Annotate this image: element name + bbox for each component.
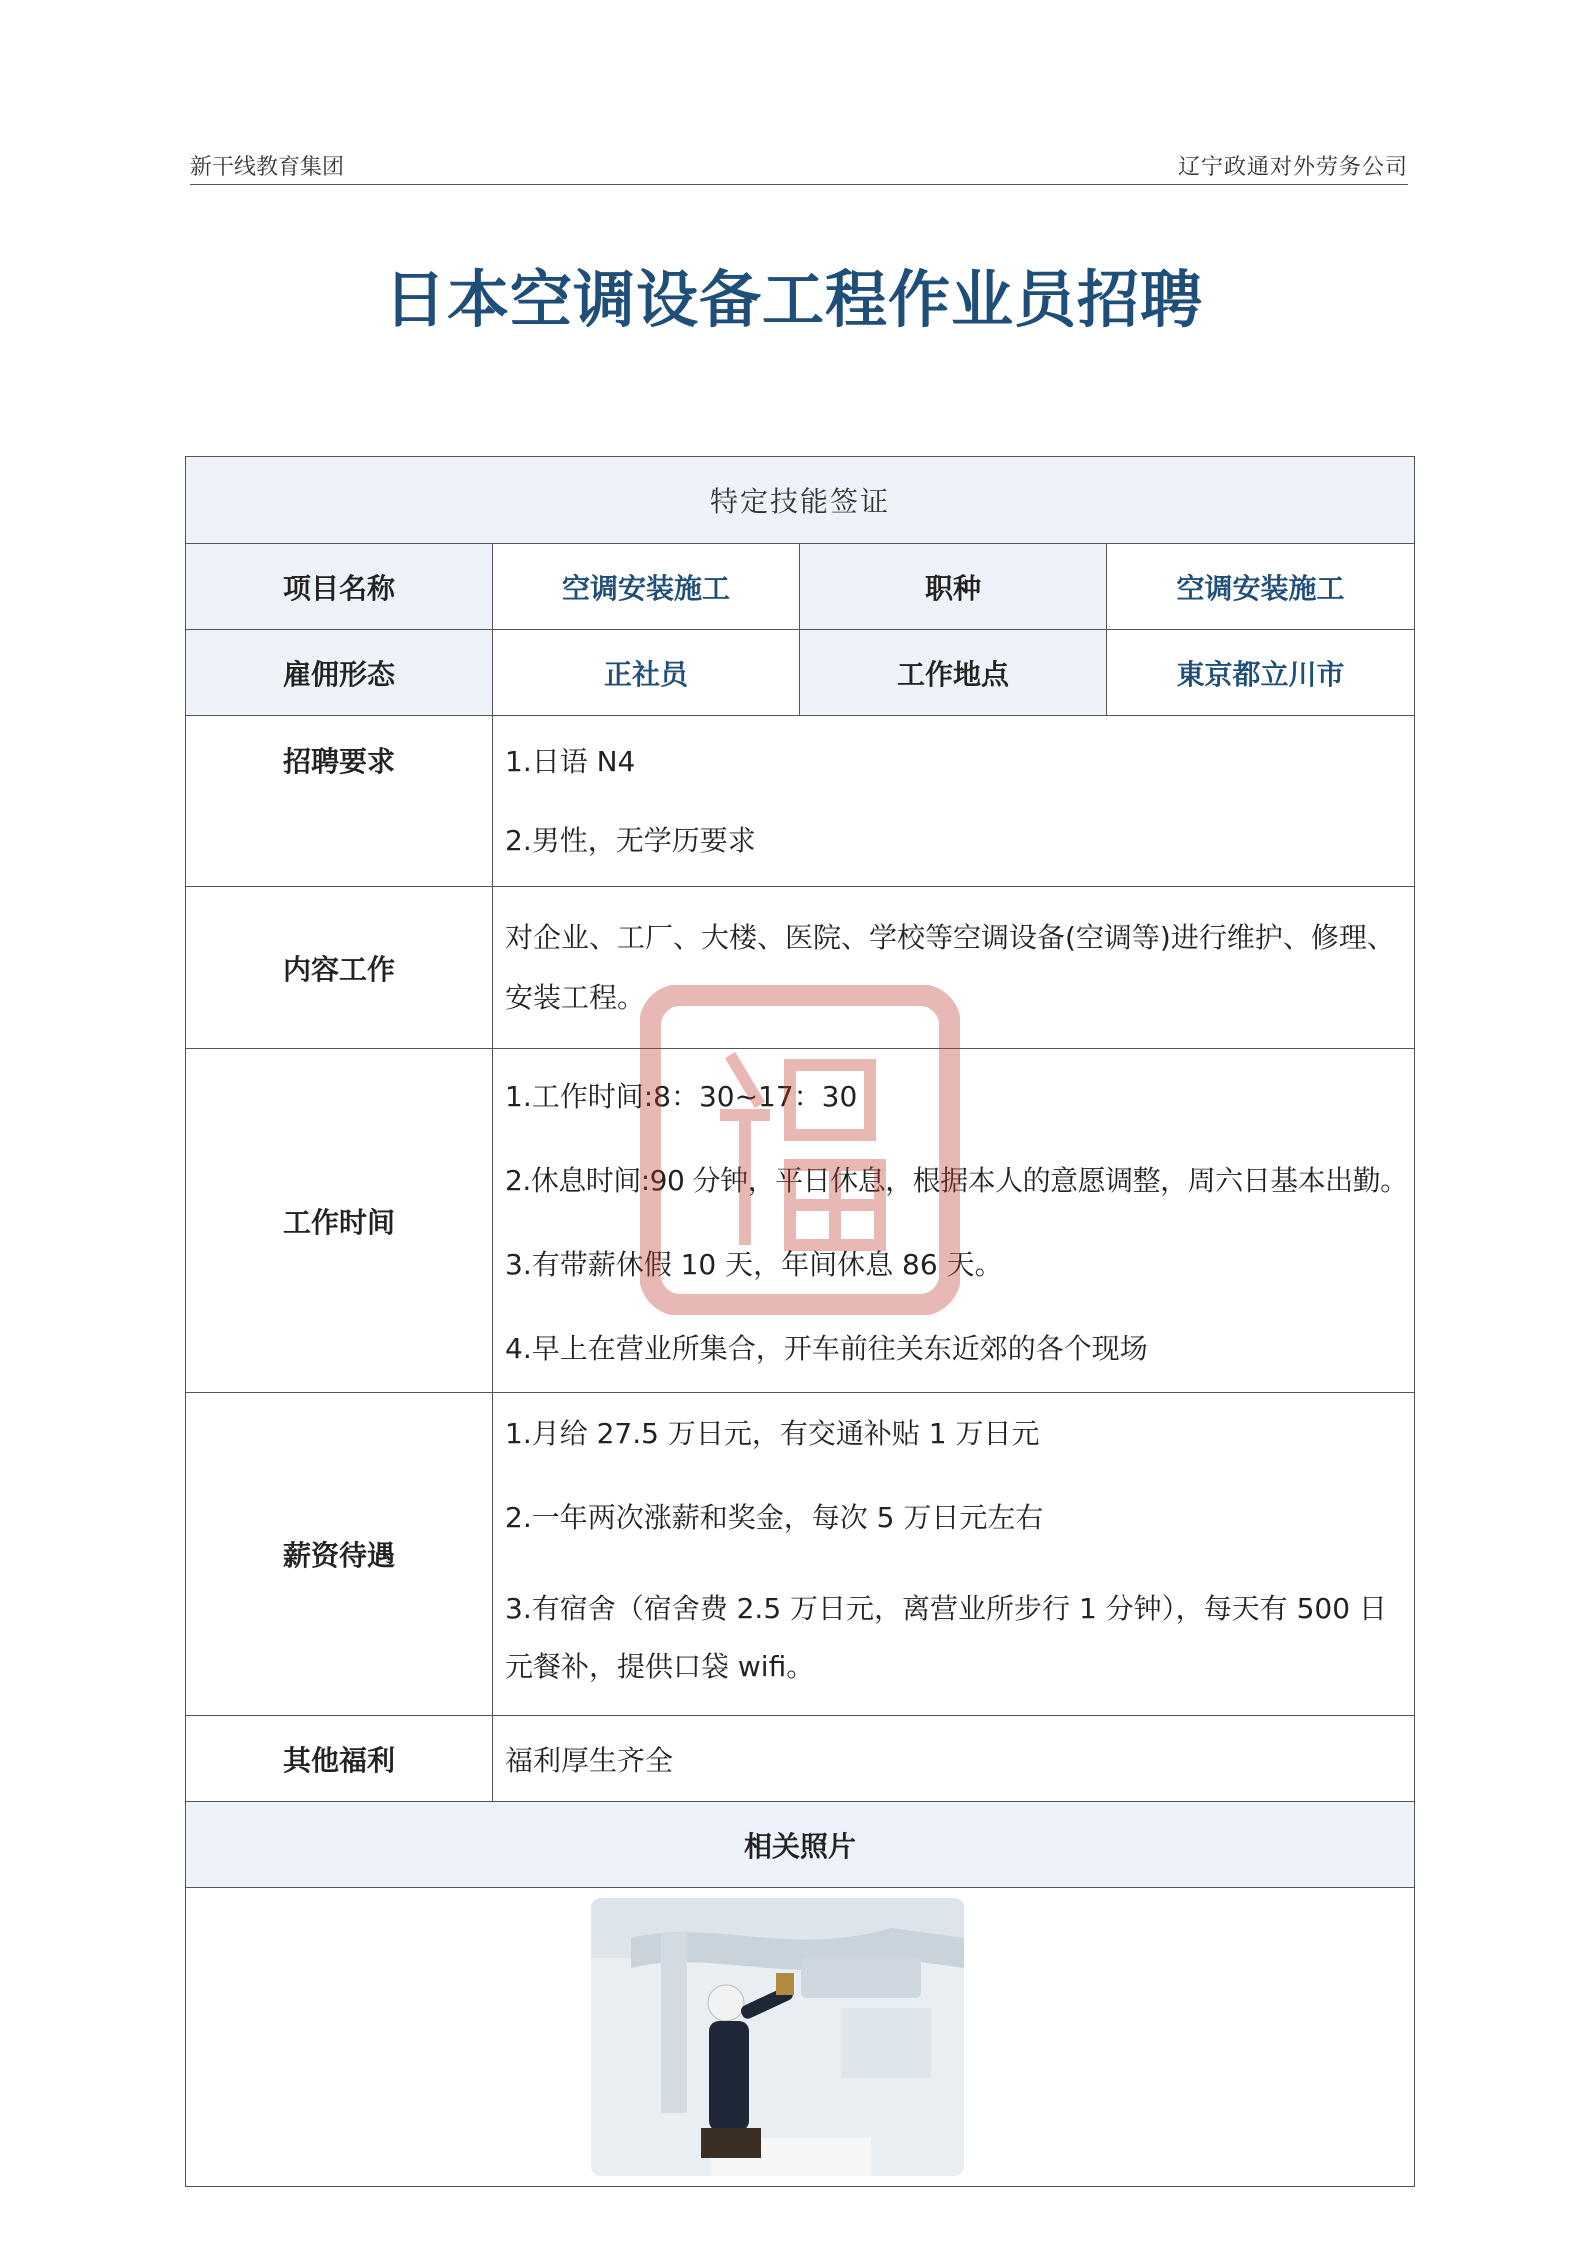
benefits-label: 其他福利 — [186, 1716, 493, 1802]
requirement-item: 1.日语 N4 — [505, 745, 636, 778]
header-right-org: 辽宁政通对外劳务公司 — [1177, 155, 1408, 180]
requirement-item: 2.男性，无学历要求 — [505, 824, 756, 857]
hours-item: 3.有带薪休假 10 天，年间休息 86 天。 — [505, 1247, 1003, 1281]
requirements-content — [493, 716, 1415, 887]
content-label: 内容工作 — [186, 887, 493, 1049]
worker-photo — [591, 1898, 964, 2176]
hours-label: 工作时间 — [186, 1049, 493, 1393]
hours-item: 2.休息时间:90 分钟，平日休息，根据本人的意愿调整，周六日基本出勤。 — [505, 1163, 1408, 1197]
employment-value: 正社员 — [493, 630, 800, 716]
page-header — [190, 148, 1408, 185]
page-title: 日本空调设备工程作业员招聘 — [383, 263, 1203, 336]
visa-type-cell: 特定技能签证 — [186, 457, 1415, 544]
location-label: 工作地点 — [800, 630, 1107, 716]
hours-content — [493, 1049, 1415, 1393]
technician-illustration — [591, 1898, 964, 2176]
salary-item: 2.一年两次涨薪和奖金，每次 5 万日元左右 — [505, 1501, 1044, 1534]
job-label: 职种 — [800, 544, 1107, 630]
job-value: 空调安装施工 — [1107, 544, 1415, 630]
content-text: 对企业、工厂、大楼、医院、学校等空调设备(空调等)进行维护、修理、安装工程。 — [493, 887, 1415, 1049]
employment-label: 雇佣形态 — [186, 630, 493, 716]
location-value: 東京都立川市 — [1107, 630, 1415, 716]
header-left-org: 新干线教育集团 — [190, 155, 345, 180]
requirements-label: 招聘要求 — [186, 716, 493, 887]
photos-label: 相关照片 — [186, 1802, 1415, 1888]
salary-content — [493, 1393, 1415, 1716]
salary-item: 3.有宿舍（宿舍费 2.5 万日元，离营业所步行 1 分钟），每天有 500 日元餐补，提供口袋 wifi。 — [505, 1592, 1387, 1683]
salary-label: 薪资待遇 — [186, 1393, 493, 1716]
photo-cell — [186, 1888, 1415, 2187]
hours-item: 4.早上在营业所集合，开车前往关东近郊的各个现场 — [505, 1331, 1148, 1365]
job-table — [185, 456, 1415, 2187]
hours-item: 1.工作时间:8：30~17：30 — [505, 1079, 858, 1113]
benefits-text: 福利厚生齐全 — [493, 1716, 1415, 1802]
salary-item: 1.月给 27.5 万日元，有交通补贴 1 万日元 — [505, 1417, 1040, 1450]
project-label: 项目名称 — [186, 544, 493, 630]
project-value: 空调安装施工 — [493, 544, 800, 630]
